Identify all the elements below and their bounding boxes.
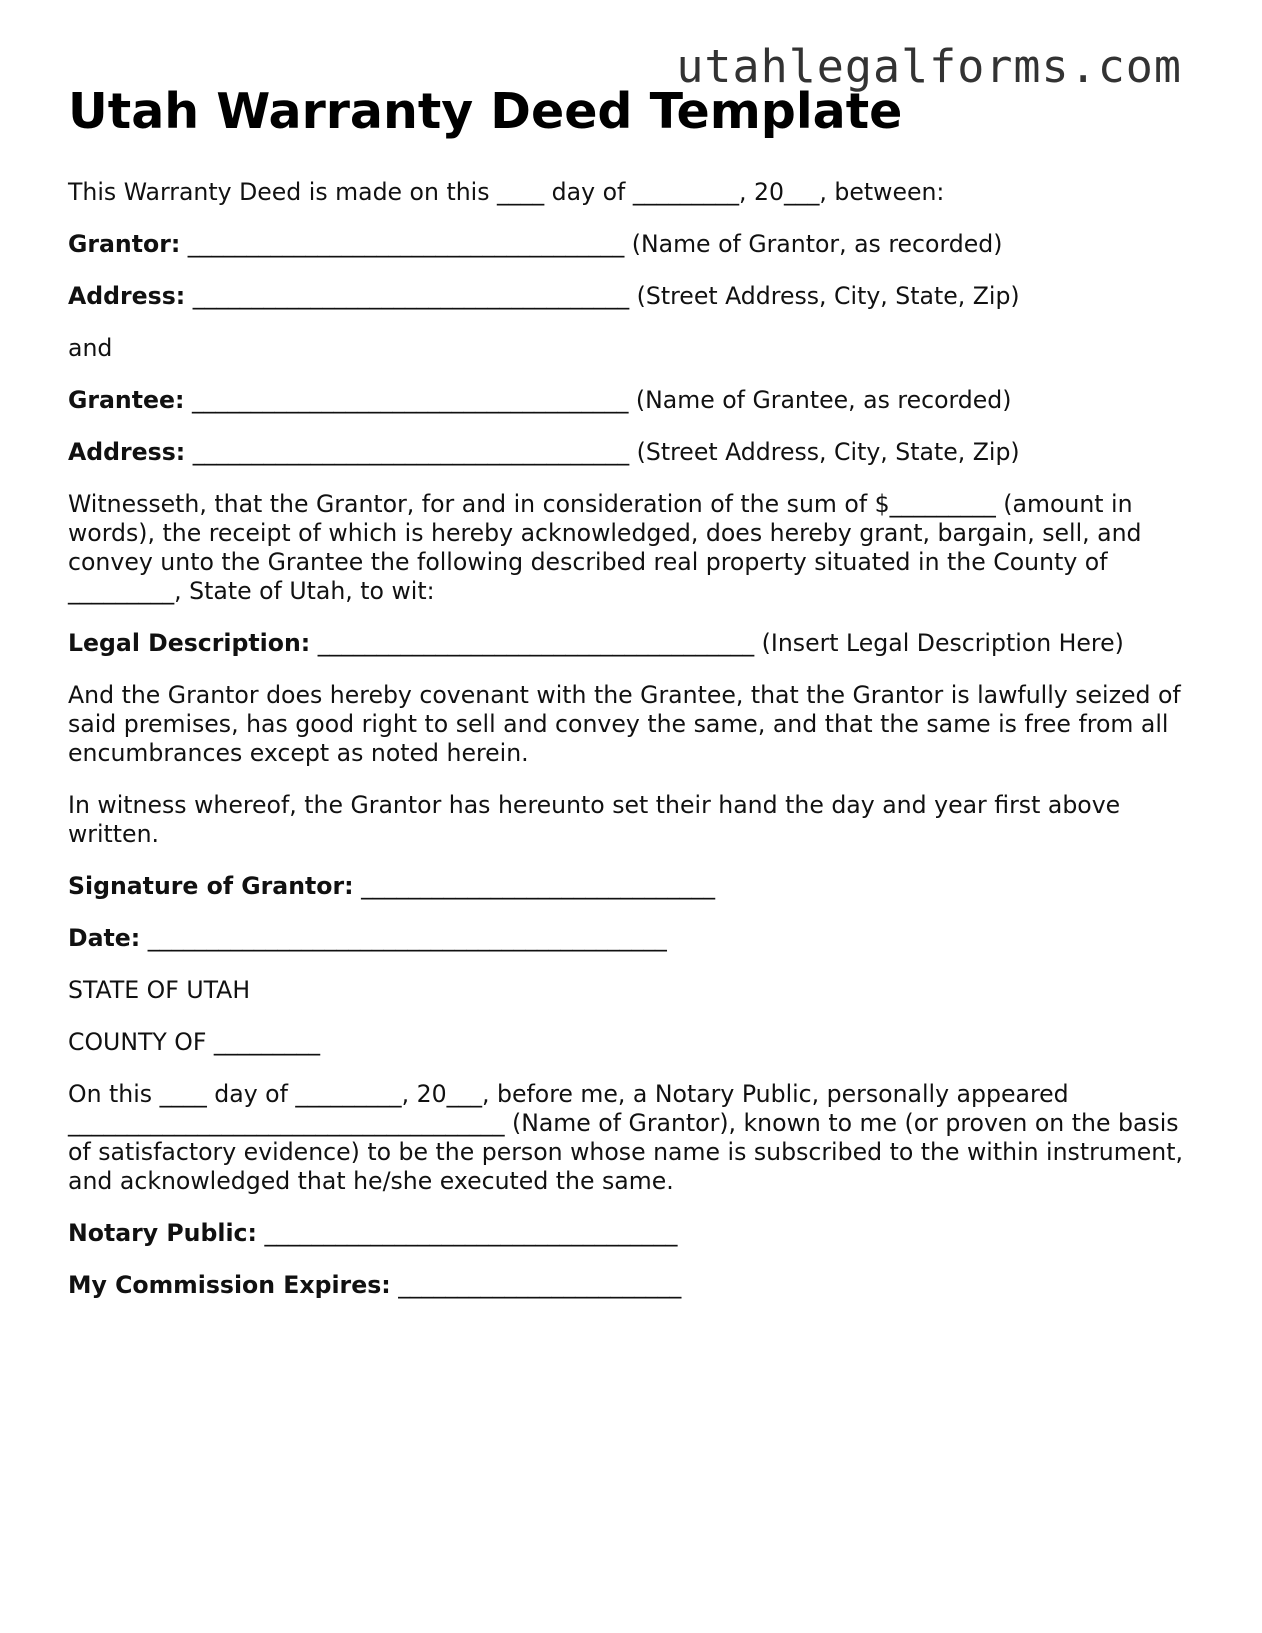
notary-public-field: ___________________________________	[264, 1219, 678, 1247]
commission-expires-line	[68, 1271, 1198, 1300]
commission-expires-field: ________________________	[398, 1271, 682, 1299]
deed-body	[68, 178, 1198, 1323]
grantee-field: _____________________________________ (Name of Grantee, as recorded)	[191, 386, 1012, 414]
notary-public-label: Notary Public:	[68, 1219, 257, 1247]
covenant-paragraph: And the Grantor does hereby covenant with the Grantee, that the Grantor is lawfully seized of said premises, has good right to sell and convey the same, and that the same is free from all encumbrances except as noted herein.	[68, 681, 1181, 767]
grantor-field: _____________________________________ (Name of Grantor, as recorded)	[187, 230, 1003, 258]
grantee-line	[68, 386, 1198, 415]
legal-description-field: _____________________________________ (Insert Legal Description Here)	[317, 629, 1124, 657]
grantor-line	[68, 230, 1198, 259]
grantee-address-label: Address:	[68, 438, 186, 466]
document-title: Utah Warranty Deed Template	[68, 83, 903, 140]
site-watermark: utahlegalforms.com	[676, 40, 1182, 93]
grantee-address-line	[68, 438, 1198, 467]
state-line: STATE OF UTAH	[68, 976, 251, 1004]
commission-expires-label: My Commission Expires:	[68, 1271, 391, 1299]
notary-paragraph: On this ____ day of _________, 20___, before me, a Notary Public, personally appeared _____________________________________ (Name of Grantor), known to me (or proven on the basis of satisfactory evidence) to be the person whose name is subscribed to the within instrument, and acknowledged that he/she executed the same.	[68, 1080, 1183, 1195]
grantor-address-field: _____________________________________ (Street Address, City, State, Zip)	[192, 282, 1020, 310]
legal-description-line	[68, 629, 1198, 658]
witnesseth-paragraph: Witnesseth, that the Grantor, for and in consideration of the sum of $_________ (amount in words), the receipt of which is hereby acknowledged, does hereby grant, bargain, sell, and convey unto the Grantee the following described real property situated in the County of _________, State of Utah, to wit:	[68, 490, 1142, 605]
grantor-address-line	[68, 282, 1198, 311]
grantor-address-label: Address:	[68, 282, 186, 310]
legal-description-label: Legal Description:	[68, 629, 311, 657]
grantor-label: Grantor:	[68, 230, 181, 258]
in-witness-paragraph: In witness whereof, the Grantor has hereunto set their hand the day and year first above written.	[68, 791, 1121, 848]
date-line	[68, 924, 1198, 953]
date-label: Date:	[68, 924, 141, 952]
grantee-address-field: _____________________________________ (Street Address, City, State, Zip)	[192, 438, 1020, 466]
grantee-label: Grantee:	[68, 386, 185, 414]
date-field: ____________________________________________	[147, 924, 667, 952]
and-text: and	[68, 334, 113, 362]
signature-line	[68, 872, 1198, 901]
signature-label: Signature of Grantor:	[68, 872, 354, 900]
signature-field: ______________________________	[361, 872, 715, 900]
intro-line: This Warranty Deed is made on this ____ day of _________, 20___, between:	[68, 178, 945, 206]
notary-public-line	[68, 1219, 1198, 1248]
county-line: COUNTY OF _________	[68, 1028, 321, 1056]
